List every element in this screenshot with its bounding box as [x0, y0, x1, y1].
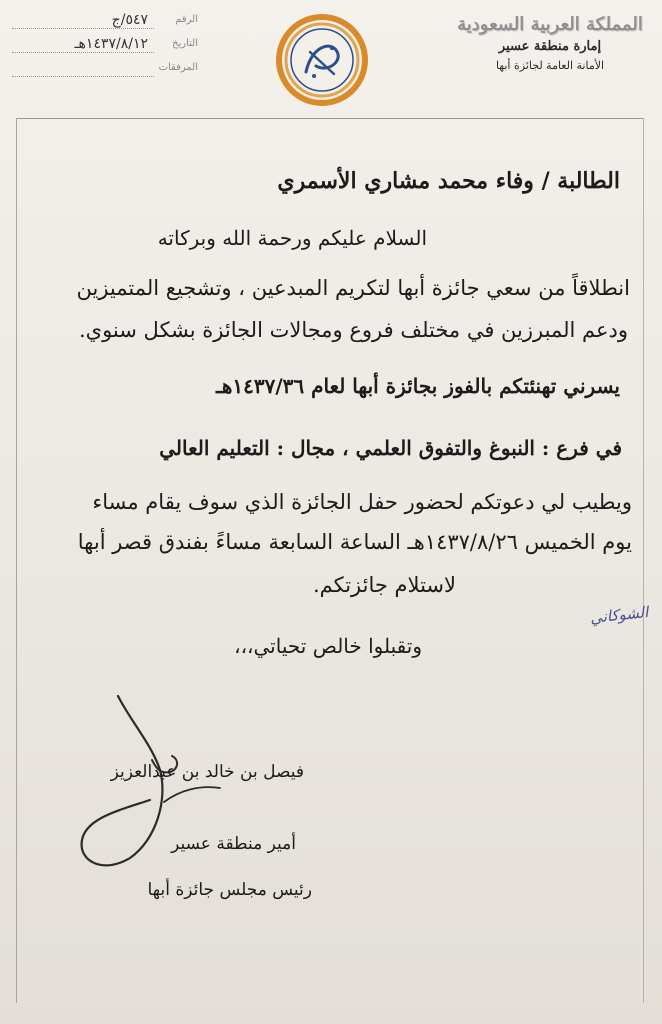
congratulations-line: يسرني تهنئتكم بالفوز بجائزة أبها لعام ١٤٣٧/٣٦هـ — [215, 374, 620, 398]
paragraph-2-line-2: يوم الخميس ١٤٣٧/٨/٢٦هـ الساعة السابعة مساءً بفندق قصر أبها — [77, 530, 632, 554]
reference-number-row — [6, 10, 206, 34]
paragraph-2-line-1: ويطيب لي دعوتكم لحضور حفل الجائزة الذي سوف يقام مساء — [92, 490, 632, 514]
reference-block — [6, 10, 206, 100]
date-value: ١٤٣٧/٨/١٢هـ — [74, 36, 148, 52]
signatory-name: فيصل بن خالد بن عبدالعزيز — [110, 762, 304, 782]
letterhead — [0, 0, 662, 110]
award-branch-line: في فرع : النبوغ والتفوق العلمي ، مجال : التعليم العالي — [159, 436, 622, 460]
issuer-block — [450, 14, 650, 72]
kingdom-name: المملكة العربية السعودية — [457, 14, 643, 35]
recipient-line: الطالبة / وفاء محمد مشاري الأسمري — [277, 168, 620, 194]
signatory-title-2: رئيس مجلس جائزة أبها — [147, 880, 312, 900]
paragraph-1-line-1: انطلاقاً من سعي جائزة أبها لتكريم المبدعين ، وتشجيع المتميزين — [76, 276, 630, 300]
greeting: السلام عليكم ورحمة الله وبركاته — [157, 226, 427, 250]
attachments-row — [6, 58, 206, 82]
handwritten-note: الشوكاني — [588, 603, 649, 627]
abha-award-logo — [276, 14, 368, 106]
dotted-line — [12, 28, 154, 29]
date-row — [6, 34, 206, 58]
reference-number-value: ٥٤٧/ج — [111, 12, 148, 28]
dotted-line — [12, 76, 154, 77]
date-label: التاريخ — [172, 38, 198, 49]
closing-line: وتقبلوا خالص تحياتي،،، — [234, 634, 422, 658]
reference-number-label: الرقم — [175, 14, 198, 25]
signatory-title-1: أمير منطقة عسير — [171, 834, 296, 854]
attachments-label: المرفقات — [158, 62, 198, 73]
emirate-name: إمارة منطقة عسير — [498, 39, 602, 54]
paragraph-1-line-2: ودعم المبرزين في مختلف فروع ومجالات الجائزة بشكل سنوي. — [78, 318, 628, 342]
paragraph-2-line-3: لاستلام جائزتكم. — [312, 573, 456, 597]
secretariat-name: الأمانة العامة لجائزة أبها — [495, 59, 605, 72]
dotted-line — [12, 52, 154, 53]
